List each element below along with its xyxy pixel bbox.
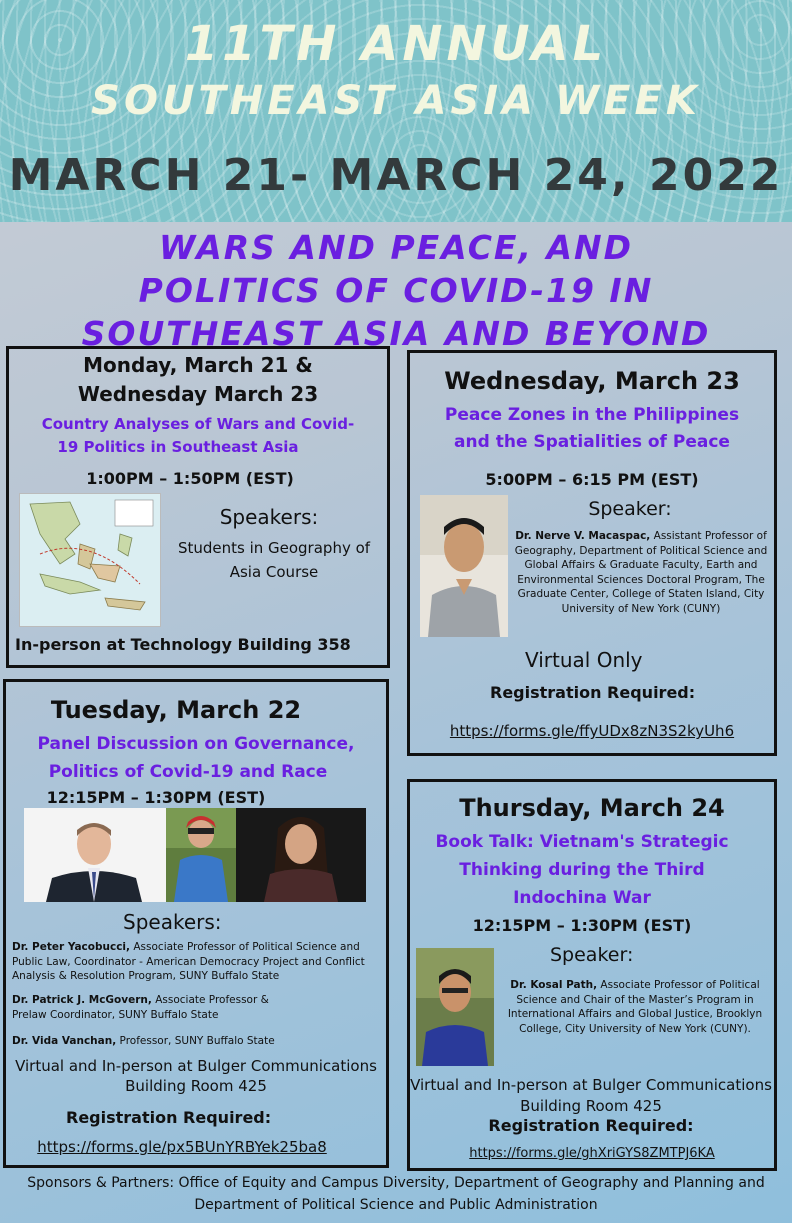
theme-line3: SOUTHEAST ASIA AND BEYOND [81,314,711,353]
registration-link[interactable]: https://forms.gle/ghXriGYS8ZMTPJ6KA [469,1146,715,1161]
speaker-bio [502,978,768,1036]
speaker-photo-yacobucci [24,808,166,902]
session-topic-line1: Book Talk: Vietnam's Strategic [435,832,729,852]
theme-line2: POLITICS OF COVID-19 IN [138,271,654,310]
session-topic-line1: Peace Zones in the Philippines [444,405,740,425]
session-topic-line2: 19 Politics in Southeast Asia [57,438,299,456]
session-day-line1: Monday, March 21 & [83,353,313,377]
theme-line1: WARS AND PEACE, AND [158,228,634,267]
registration-label: Registration Required: [66,1108,272,1127]
session-day: Tuesday, March 22 [50,696,302,724]
speaker-description: Associate Professor & Prelaw Coordinator, SUNY Buffalo State [12,994,269,1021]
sponsors-line2: Department of Political Science and Public Administration [194,1197,598,1213]
speaker-name: Dr. Patrick J. McGovern, [12,994,152,1006]
registration-link[interactable]: https://forms.gle/px5BUnYRBYek25ba8 [37,1138,327,1156]
session-time: 12:15PM – 1:30PM (EST) [472,916,692,935]
registration-label: Registration Required: [490,683,696,702]
session-topic-line2: and the Spatialities of Peace [454,432,730,452]
session-topic-line1: Panel Discussion on Governance, [37,734,355,754]
event-dates: MARCH 21- MARCH 24, 2022 [8,150,784,201]
location-line2: Building Room 425 [125,1077,267,1095]
speaker-bio [510,529,772,616]
speakers-line2: Asia Course [229,563,319,581]
location-line2: Building Room 425 [520,1097,662,1115]
speaker-name: Dr. Kosal Path, [510,979,598,991]
speaker-label: Speaker: [550,944,634,966]
registration-link[interactable]: https://forms.gle/ffyUDx8zN3S2kyUh6 [449,722,735,740]
speakers-label: Speakers: [219,505,319,529]
speaker-bio-vanchan [12,1034,366,1049]
registration-label: Registration Required: [488,1116,694,1135]
session-time: 1:00PM – 1:50PM (EST) [86,469,294,488]
session-day: Thursday, March 24 [459,794,725,822]
speaker-bio-yacobucci [12,940,366,984]
session-day-line2: Wednesday March 23 [77,382,319,406]
speakers-line1: Students in Geography of [177,539,371,557]
speaker-description: Assistant Professor of Geography, Department of Political Science and Global Affairs & Graduate Faculty, Earth and Environmental Sciences Doctoral Program, The Graduate Center, College of Staten Island, City University of New York (CUNY) [514,530,768,615]
speaker-description: Associate Professor of Political Science and Chair of the Master’s Program in International Affairs and Global Justice, Brooklyn College, City University of New York (CUNY). [507,979,763,1035]
speaker-description: Associate Professor of Political Science and Public Law, Coordinator - American Democracy Project and Conflict Analysis & Resolution Program, SUNY Buffalo State [12,941,365,982]
session-day: Wednesday, March 23 [444,367,740,395]
sponsors-line1: Sponsors & Partners: Office of Equity and Campus Diversity, Department of Geography and Planning and [27,1175,765,1191]
event-theme [10,226,782,355]
session-thursday [407,779,777,1171]
location-line1: Virtual and In-person at Bulger Communications [410,1076,772,1094]
speaker-photo-vanchan [236,808,366,902]
speaker-name: Dr. Peter Yacobucci, [12,941,131,953]
speaker-photo-path [416,948,494,1066]
session-monday [6,346,390,668]
header-banner [0,0,792,222]
session-topic-line2: Politics of Covid-19 and Race [48,762,328,782]
speaker-description: Professor, SUNY Buffalo State [119,1035,275,1047]
session-topic-line3: Indochina War [513,888,651,908]
sponsors-footer [10,1172,782,1216]
speaker-name: Dr. Nerve V. Macaspac, [515,530,651,542]
speaker-photo-mcgovern [166,808,236,902]
speaker-photo-macaspac [420,495,508,637]
session-wednesday [407,350,777,756]
speaker-name: Dr. Vida Vanchan, [12,1035,117,1047]
session-location: In-person at Technology Building 358 [15,635,351,654]
session-time: 5:00PM – 6:15 PM (EST) [485,470,699,489]
speakers-label: Speakers: [123,910,222,934]
session-topic-line2: Thinking during the Third [459,860,705,880]
session-tuesday [3,679,389,1168]
speaker-label: Speaker: [588,498,672,520]
southeast-asia-map-image [19,493,161,627]
location-line1: Virtual and In-person at Bulger Communications [15,1057,377,1075]
speaker-bio-mcgovern [12,993,274,1022]
event-title-line1: 11TH ANNUAL [184,16,608,72]
session-time: 12:15PM – 1:30PM (EST) [46,788,266,807]
event-title-line2: SOUTHEAST ASIA WEEK [91,78,701,124]
session-topic-line1: Country Analyses of Wars and Covid- [41,415,355,433]
session-mode: Virtual Only [525,648,643,672]
